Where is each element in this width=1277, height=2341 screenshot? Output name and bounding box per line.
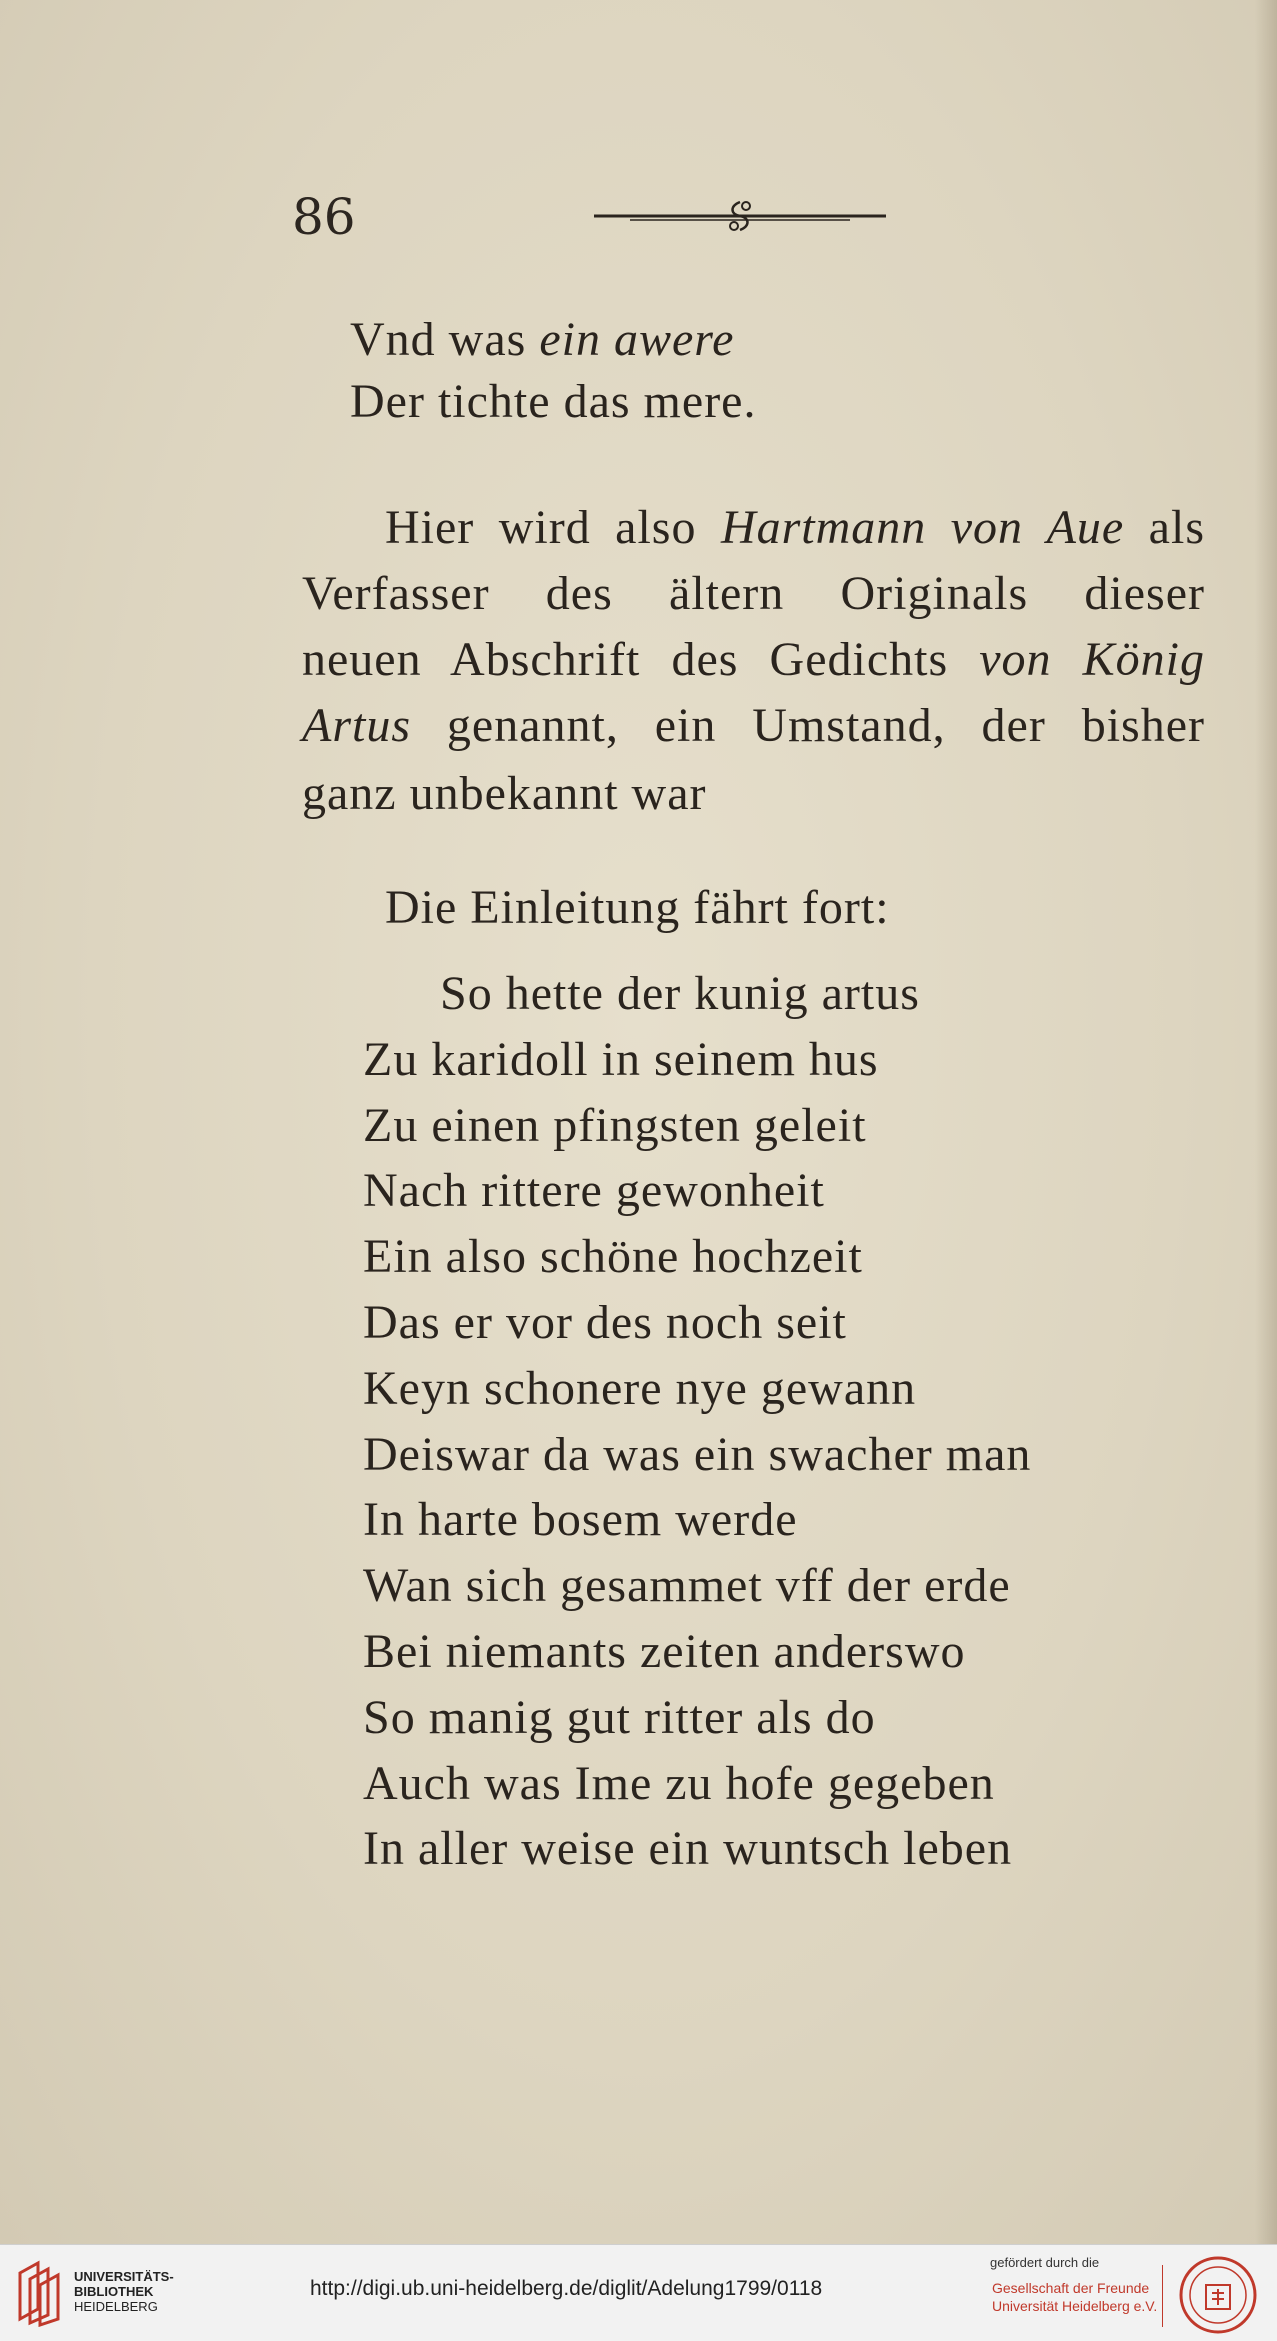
library-name — [74, 2269, 174, 2314]
roman-text: als — [1124, 501, 1205, 554]
poem-line: Nach rittere gewonheit — [363, 1164, 825, 1218]
roman-text: genannt, ein Umstand, der bisher — [411, 699, 1205, 752]
roman-text: neuen Abschrift des Gedichts — [302, 633, 980, 686]
rule-with-flourish-icon — [590, 196, 890, 236]
poem-line: In aller weise ein wuntsch leben — [363, 1822, 1013, 1876]
library-line-2: BIBLIOTHEK — [74, 2284, 154, 2299]
poem-line: So manig gut ritter als do — [363, 1690, 876, 1744]
verse-intro-line — [350, 374, 756, 429]
paragraph-line — [302, 698, 1205, 753]
library-line-3: HEIDELBERG — [74, 2299, 158, 2314]
italic-text: von König — [979, 633, 1206, 686]
verse-roman-text: Vnd was — [350, 313, 540, 366]
paragraph-line — [385, 500, 1205, 555]
society-line-1: Gesellschaft der Freunde — [992, 2280, 1150, 2296]
verse-italic-text: ein awere — [539, 313, 735, 366]
poem-line: Wan sich gesammet vff der erde — [363, 1559, 1011, 1613]
roman-text: Verfasser des ältern Originals dieser — [302, 567, 1205, 620]
italic-text: Hartmann von Aue — [720, 501, 1125, 554]
verse-intro-line — [350, 312, 734, 367]
poem-line: Keyn schonere nye gewann — [363, 1361, 917, 1415]
page-spine-shadow — [1255, 0, 1277, 2244]
poem-line: Bei niemants zeiten anderswo — [363, 1625, 966, 1678]
italic-text: Artus — [302, 699, 412, 752]
roman-text: Hier wird also — [385, 501, 721, 554]
paragraph-line — [302, 766, 707, 821]
lead-in-line: Die Einleitung fährt fort: — [385, 881, 890, 934]
poem-line: Auch was Ime zu hofe gegeben — [363, 1756, 995, 1810]
paragraph-line — [302, 632, 1205, 687]
poem-line: Zu karidoll in seinem hus — [363, 1032, 879, 1086]
funded-by-label: gefördert durch die — [990, 2255, 1100, 2270]
poem-line: Ein also schöne hochzeit — [363, 1230, 863, 1284]
poem-line: In harte bosem werde — [363, 1493, 798, 1547]
roman-text: ganz unbekannt war — [302, 767, 707, 820]
library-line-1: UNIVERSITÄTS- — [74, 2269, 174, 2284]
verse-roman-text: Der tichte das mere. — [350, 375, 757, 428]
poem-line: Das er vor des noch seit — [363, 1296, 847, 1349]
paragraph-line — [302, 566, 1205, 621]
society-name — [992, 2279, 1157, 2315]
poem-line: So hette der kunig artus — [440, 967, 920, 1020]
poem-line: Zu einen pfingsten geleit — [363, 1098, 867, 1152]
footer-bar — [0, 2244, 1277, 2341]
page-number: 86 — [292, 188, 356, 246]
poem-line: Deiswar da was ein swacher man — [363, 1427, 1032, 1481]
society-line-2: Universität Heidelberg e.V. — [992, 2298, 1158, 2314]
university-library-logo-icon — [14, 2259, 64, 2327]
permalink-url[interactable]: http://digi.ub.uni-heidelberg.de/diglit/Adelung1799/0118 — [310, 2277, 823, 2300]
footer-divider — [1162, 2265, 1163, 2327]
university-seal-icon — [1178, 2255, 1258, 2335]
